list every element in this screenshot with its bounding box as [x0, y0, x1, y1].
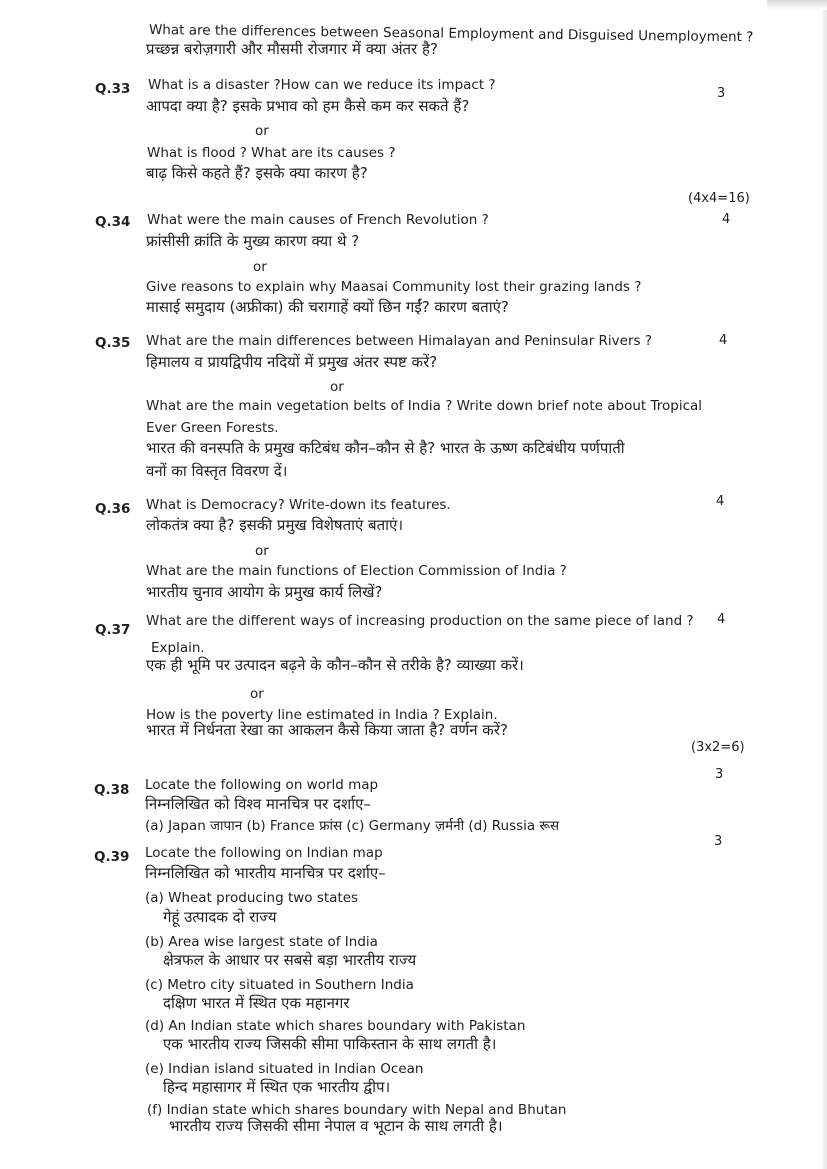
- q39-item-hi: हिन्द महासागर में स्थित एक भारतीय द्वीप।: [163, 1078, 391, 1096]
- page-edge-shadow: [821, 0, 827, 1169]
- page-corner-shadow: [767, 0, 827, 10]
- q37-question-en-line1: What are the different ways of increasing production on the same piece of land ?: [146, 613, 694, 629]
- q34-marks: 4: [722, 212, 731, 227]
- q39-marks: 3: [714, 834, 723, 849]
- q34-number: Q.34: [95, 214, 131, 230]
- q39-item-en: (d) An Indian state which shares boundary with Pakistan: [145, 1018, 526, 1034]
- q39-number: Q.39: [94, 849, 130, 865]
- q35-alt-en-line1: What are the main vegetation belts of India ? Write down brief note about Tropical: [146, 398, 703, 414]
- q39-item-en: (c) Metro city situated in Southern India: [145, 977, 414, 993]
- q38-items: (a) Japan जापान (b) France फ्रांस (c) Germany ज़र्मनी (d) Russia रूस: [145, 818, 560, 834]
- q39-item-en: (e) Indian island situated in Indian Ocean: [145, 1061, 424, 1077]
- q35-number: Q.35: [95, 335, 131, 351]
- q33-marks: 3: [717, 86, 726, 101]
- q37-marks: 4: [717, 612, 726, 627]
- q37-alt-en: How is the poverty line estimated in India ? Explain.: [146, 707, 498, 723]
- q36-marks: 4: [716, 494, 725, 509]
- q38-marks: 3: [715, 767, 724, 782]
- q39-item-hi: दक्षिण भारत में स्थित एक महानगर: [163, 994, 350, 1012]
- q35-alt-en-line2: Ever Green Forests.: [146, 420, 279, 436]
- q35-marks: 4: [719, 333, 728, 348]
- q34-question-en: What were the main causes of French Revolution ?: [147, 212, 489, 228]
- q35-or: or: [330, 379, 344, 395]
- q33-number: Q.33: [95, 81, 131, 97]
- section-marks-3x2: (3x2=6): [691, 740, 745, 755]
- q34-alt-en: Give reasons to explain why Maasai Community lost their grazing lands ?: [146, 279, 642, 295]
- q36-or: or: [255, 543, 269, 559]
- q34-question-hi: फ्रांसीसी क्रांति के मुख्य कारण क्या थे ?: [146, 232, 360, 250]
- q36-alt-hi: भारतीय चुनाव आयोग के प्रमुख कार्य लिखें?: [146, 583, 383, 601]
- q39-question-en: Locate the following on Indian map: [145, 845, 383, 861]
- q34-alt-hi: मासाई समुदाय (अफ्रीका) की चरागाहें क्यों छिन गईं? कारण बताएं?: [146, 298, 509, 316]
- q37-alt-hi: भारत में निर्धनता रेखा का आकलन कैसे किया जाता है? वर्णन करें?: [146, 721, 508, 739]
- q33-alt-en: What is flood ? What are its causes ?: [147, 145, 396, 161]
- q37-number: Q.37: [95, 622, 131, 638]
- q37-or: or: [250, 686, 264, 702]
- q39-item-hi: क्षेत्रफल के आधार पर सबसे बड़ा भारतीय राज्य: [163, 951, 417, 969]
- q39-item-en: (b) Area wise largest state of India: [145, 934, 378, 950]
- q35-alt-hi-line2: वनों का विस्तृत विवरण दें।: [146, 462, 288, 480]
- q39-item-hi: गेहूं उत्पादक दो राज्य: [163, 908, 277, 926]
- q39-item-hi: एक भारतीय राज्य जिसकी सीमा पाकिस्तान के साथ लगती है।: [163, 1035, 497, 1053]
- q33-question-hi: आपदा क्या है? इसके प्रभाव को हम कैसे कम कर सकते हैं?: [146, 97, 470, 115]
- q38-number: Q.38: [94, 782, 130, 798]
- q37-question-en-line2: Explain.: [151, 640, 205, 656]
- section-marks-4x4: (4x4=16): [688, 191, 750, 206]
- q35-question-en: What are the main differences between Himalayan and Peninsular Rivers ?: [146, 333, 653, 349]
- q39-item-en: (a) Wheat producing two states: [145, 890, 359, 906]
- q36-question-hi: लोकतंत्र क्या है? इसकी प्रमुख विशेषताएं बताएं।: [146, 516, 404, 534]
- intro-question-hi: प्रच्छन्न बरोज़गारी और मौसमी रोजगार में क्या अंतर है?: [146, 40, 438, 58]
- q39-item-hi: भारतीय राज्य जिसकी सीमा नेपाल व भूटान के साथ लगती है।: [169, 1117, 503, 1135]
- q36-number: Q.36: [95, 501, 131, 517]
- q38-question-hi: निम्नलिखित को विश्व मानचित्र पर दर्शाए–: [145, 795, 371, 813]
- q35-alt-hi-line1: भारत की वनस्पति के प्रमुख कटिबंध कौन–कौन से है? भारत के ऊष्ण कटिबंधीय पर्णपाती: [146, 439, 625, 457]
- q39-item-en: (f) Indian state which shares boundary with Nepal and Bhutan: [147, 1102, 567, 1118]
- q36-question-en: What is Democracy? Write-down its features.: [146, 497, 451, 513]
- q33-question-en: What is a disaster ?How can we reduce its impact ?: [148, 77, 496, 93]
- q38-question-en: Locate the following on world map: [145, 777, 379, 793]
- q35-question-hi: हिमालय व प्रायद्विपीय नदियों में प्रमुख अंतर स्पष्ट करें?: [146, 353, 438, 371]
- q39-question-hi: निम्नलिखित को भारतीय मानचित्र पर दर्शाए–: [145, 864, 386, 882]
- q36-alt-en: What are the main functions of Election Commission of India ?: [146, 563, 567, 579]
- q34-or: or: [253, 259, 267, 275]
- intro-question-en: What are the differences between Seasonal Employment and Disguised Unemployment ?: [148, 22, 754, 46]
- q33-or: or: [255, 123, 269, 139]
- q33-alt-hi: बाढ़ किसे कहते हैं? इसके क्या कारण है?: [146, 164, 368, 182]
- q37-question-hi: एक ही भूमि पर उत्पादन बढ़ने के कौन–कौन से तरीके है? व्याख्या करें।: [146, 656, 524, 674]
